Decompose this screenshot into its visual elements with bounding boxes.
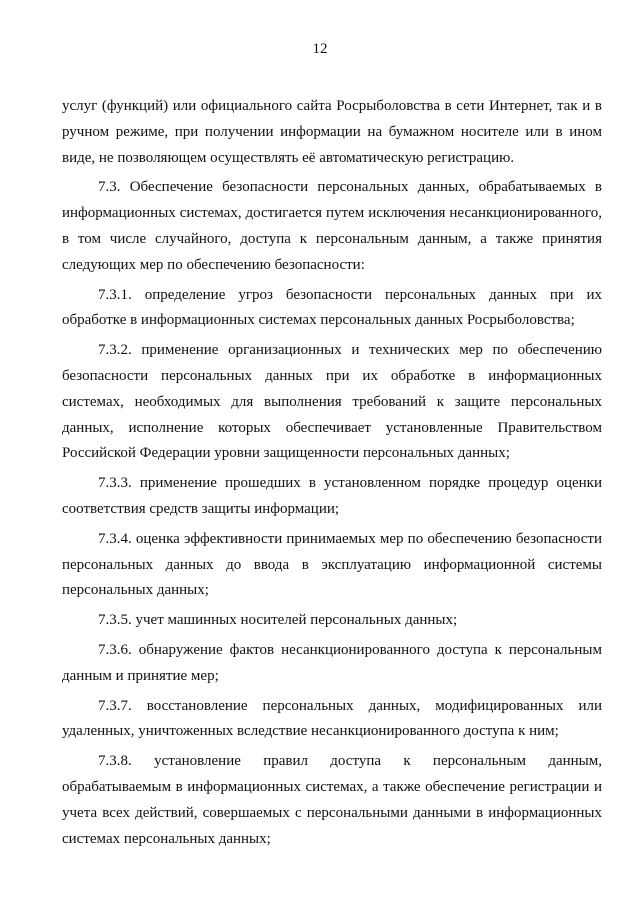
paragraph-7-3-7: 7.3.7. восстановление персональных данных, модифицированных или удаленных, уничтоженных вследствие несанкционированного доступа к ним; [62, 697, 602, 740]
document-body [62, 94, 602, 852]
paragraph-continuation: услуг (функций) или официального сайта Росрыболовства в сети Интернет, так и в ручном режиме, при получении информации на бумажном носителе или в ином виде, не позволяющем осуществлять её автоматическую регистрацию. [62, 98, 602, 166]
paragraph-7-3-6: 7.3.6. обнаружение фактов несанкционированного доступа к персональным данным и принятие мер; [62, 641, 602, 684]
paragraph-7-3-5: 7.3.5. учет машинных носителей персональных данных; [98, 612, 458, 629]
paragraph-7-3-3: 7.3.3. применение прошедших в установленном порядке процедур оценки соответствия средств защиты информации; [62, 475, 602, 517]
paragraph-7-3-2: 7.3.2. применение организационных и технических мер по обеспечению безопасности персональных данных при их обработке в информационных системах, необходимых для выполнения требований к защите персональных данных, исполнение которых обеспечивает установленные Правительством Российской Федерации уровни защищенности персональных данных; [62, 342, 602, 462]
paragraph-7-3-4: 7.3.4. оценка эффективности принимаемых мер по обеспечению безопасности персональных данных до ввода в эксплуатацию информационной системы персональных данных; [62, 530, 602, 599]
paragraph-7-3-8: 7.3.8. установление правил доступа к персональным данным, обрабатываемым в информационных системах, а также обеспечение регистрации и учета всех действий, совершаемых с персональными данными в информационных системах персональных данных; [62, 753, 602, 847]
page-number: 12 [312, 41, 328, 57]
paragraph-7-3: 7.3. Обеспечение безопасности персональных данных, обрабатываемых в информационных системах, достигается путем исключения несанкционированного, в том числе случайного, доступа к персональным данным, а также принятия следующих мер по обеспечению безопасности: [62, 179, 602, 273]
paragraph-7-3-1: 7.3.1. определение угроз безопасности персональных данных при их обработке в информационных системах персональных данных Росрыболовства; [62, 286, 602, 329]
